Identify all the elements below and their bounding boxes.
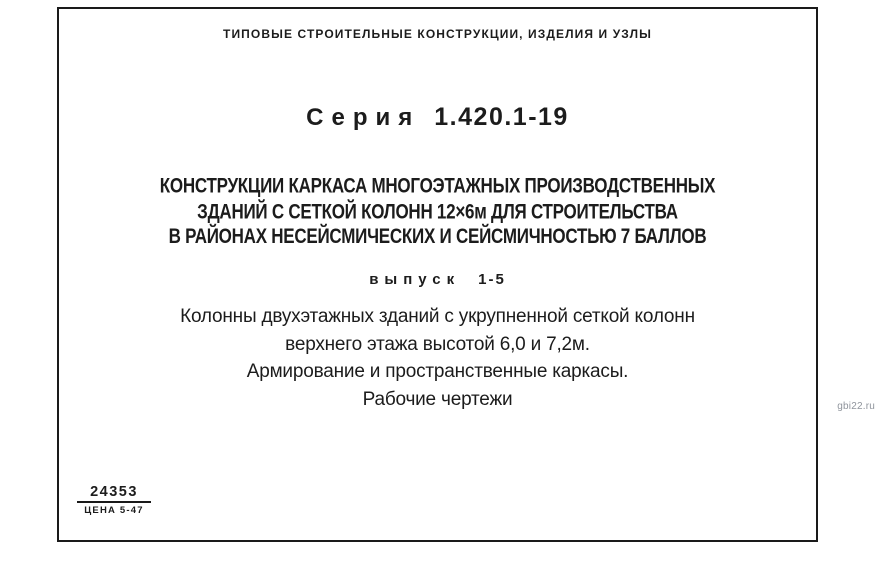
issue-label: выпуск [369, 271, 461, 288]
series-number: 1.420.1-19 [434, 103, 569, 131]
main-title [114, 174, 761, 250]
site-watermark: gbi22.ru [837, 401, 875, 412]
subtitle-line-1: Колонны двухэтажных зданий с укрупненной сеткой колонн [180, 306, 695, 327]
subtitle-line-2: верхнего этажа высотой 6,0 и 7,2м. [285, 333, 590, 355]
stamp-price: ЦЕНА 5-47 [84, 505, 144, 516]
issue-line [57, 271, 818, 288]
price-stamp [77, 484, 151, 516]
subtitle-line-3: Армирование и пространственные каркасы. [246, 361, 629, 382]
document-category-header: ТИПОВЫЕ СТРОИТЕЛЬНЫЕ КОНСТРУКЦИИ, ИЗДЕЛИЯ И УЗЛЫ [223, 27, 652, 41]
issue-number: 1-5 [478, 271, 506, 288]
series-line [57, 103, 818, 132]
main-title-line-3: В РАЙОНАХ НЕСЕЙСМИЧЕСКИХ И СЕЙСМИЧНОСТЬЮ 7 БАЛЛОВ [168, 224, 707, 249]
main-title-line-2: ЗДАНИЙ С СЕТКОЙ КОЛОНН 12×6м ДЛЯ СТРОИТЕЛЬСТВА [197, 199, 678, 224]
main-title-line-1: КОНСТРУКЦИИ КАРКАСА МНОГОЭТАЖНЫХ ПРОИЗВОДСТВЕННЫХ [159, 174, 716, 198]
stamp-code: 24353 [77, 484, 151, 503]
subtitle-line-4: Рабочие чертежи [362, 388, 513, 410]
subtitle-block [57, 303, 818, 413]
series-label: Серия [306, 104, 421, 131]
